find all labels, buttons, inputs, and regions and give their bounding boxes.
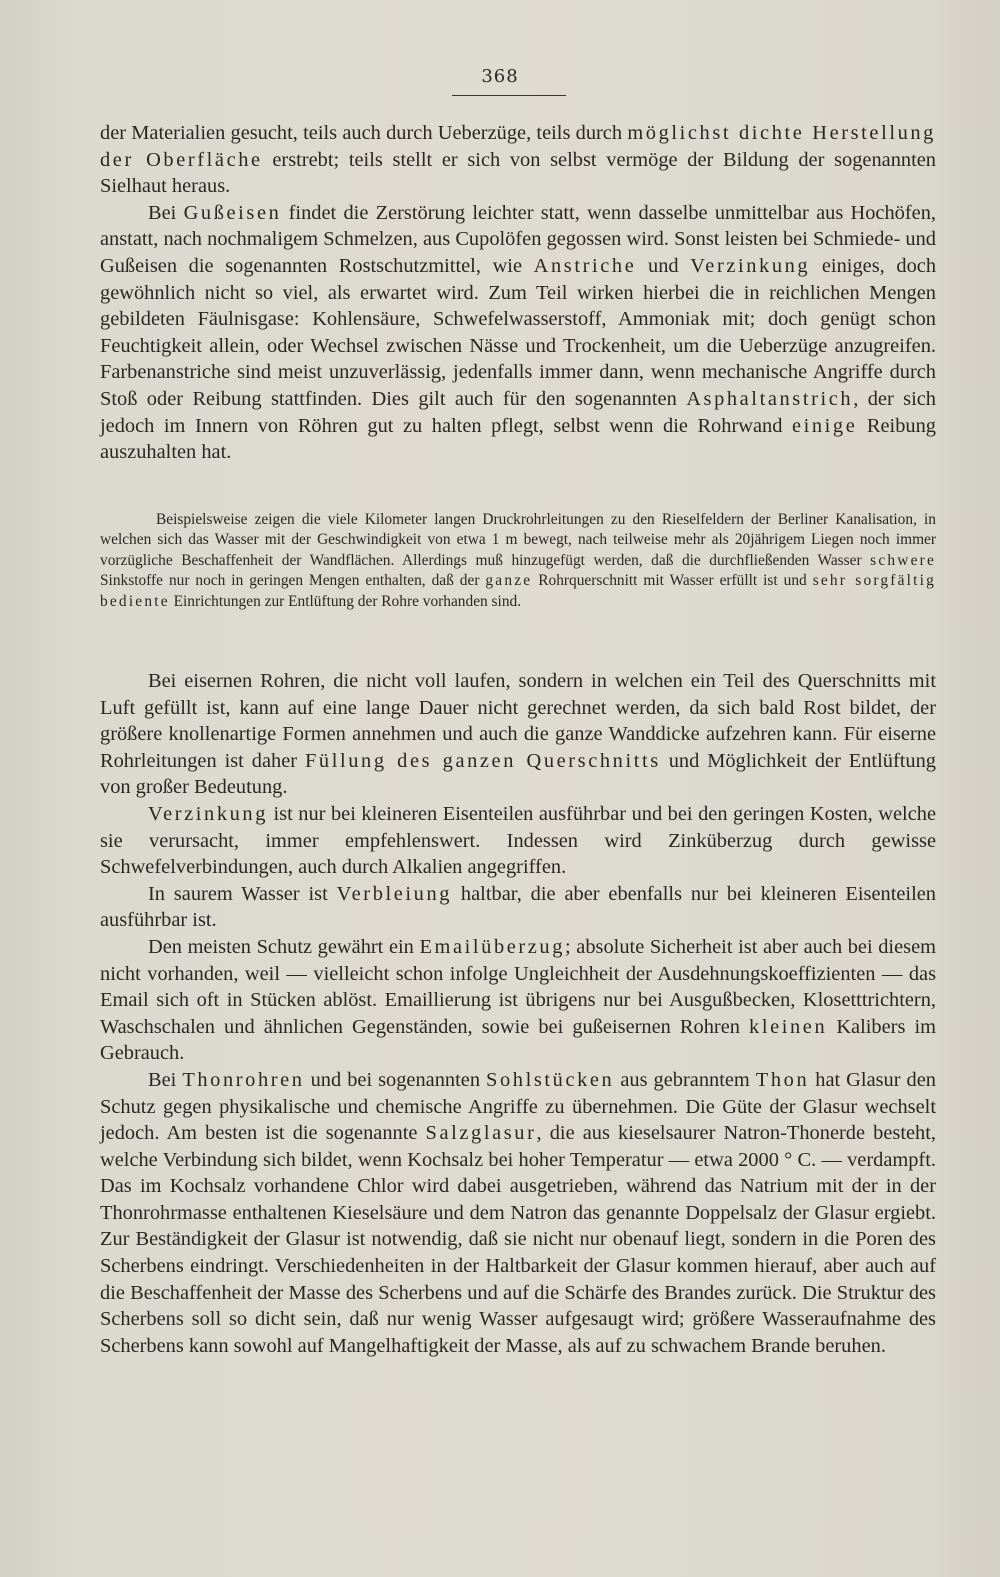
text-run: Rohrquerschnitt mit Wasser erfüllt ist und xyxy=(532,572,813,590)
page-number: 368 xyxy=(481,66,519,87)
text-run: Bei xyxy=(148,201,184,224)
spaced-emphasis: Füllung des ganzen Querschnitts xyxy=(304,749,661,772)
spaced-emphasis: ganze xyxy=(485,572,533,590)
spaced-emphasis: Gußeisen xyxy=(183,201,282,224)
footnote xyxy=(100,510,936,612)
text-run: , der sich jedoch im Innern von Röhren gut zu halten pflegt, selbst wenn die Rohrwand xyxy=(100,387,936,437)
spaced-emphasis: Emailüberzug xyxy=(419,935,566,958)
text-run: der Materialien gesucht, teils auch durch Ueberzüge, teils durch xyxy=(100,122,628,144)
text-run: hat Glasur den Schutz gegen physikalische und chemische Angriffe zu übernehmen. Die Güte der Glasur wechselt jedoch. Am besten ist die sogenannte xyxy=(100,1068,936,1145)
spaced-emphasis: sehr sorgfältig bediente xyxy=(100,572,936,610)
spaced-emphasis: einige xyxy=(791,414,858,437)
spaced-emphasis: möglichst dichte Herstellung der Oberfläche xyxy=(100,122,936,171)
spaced-emphasis: schwere xyxy=(870,551,936,569)
text-run: findet die Zerstörung leichter statt, wenn dasselbe unmittelbar aus Hochöfen, anstatt, nach nochmaligem Schmelzen, aus Cupolöfen gegossen wird. Sonst leisten bei Schmiede- und Gußeisen die sogenannten Rostschutzmittel, wie xyxy=(100,201,936,277)
text-run: , die aus kieselsaurer Natron-Thonerde besteht, welche Verbindung sich bildet, wenn Kochsalz bei hoher Temperatur — etwa 2000 ° C. — verdampft. Das im Kochsalz vorhandene Chlor wird dabei ausgetrieben, während das Natrium mit der in der Thonrohrmasse enthaltenen Kieselsäure und dem Natron das genannte Doppelsalz der Glasur ergiebt. Zur Beständigkeit der Glasur ist notwendig, daß sie nicht nur obenauf liegt, sondern in die Poren des Scherbens eindringt. Verschiedenheiten in der Haltbarkeit der Glasur kommen hierauf, aber auch auf die Beschaffenheit der Masse des Scherbens und auf die Schärfe des Brandes zurück. Die Struktur des Scherbens soll so dicht sein, daß nur wenig Wasser aufgesaugt wird; größere Wasseraufnahme des Scherbens kann sowohl auf Mangelhaftigkeit der Masse, als auf zu schwachem Brande beruhen. xyxy=(100,1122,936,1357)
text-run: ; absolute Sicherheit ist aber auch bei diesem nicht vorhanden, weil — vielleicht schon infolge Ungleichheit der Ausdehnungskoeffizienten — das Email sich oft in Stücken ablöst. Emaillierung ist übrigens nur bei Ausgußbecken, Klosetttrichtern, Waschschalen und ähnlichen Gegenständen, sowie bei gußeisernen Rohren xyxy=(100,935,936,1038)
spaced-emphasis: Verzinkung xyxy=(148,802,268,825)
text-run: Den meisten Schutz gewährt ein xyxy=(148,935,420,958)
paragraph xyxy=(100,801,936,881)
spaced-emphasis: Thon xyxy=(755,1068,810,1091)
spaced-emphasis: Verbleiung xyxy=(336,882,453,905)
text-run: Sinkstoffe nur noch in geringen Mengen enthalten, daß der xyxy=(100,572,486,590)
spaced-emphasis: Thonrohren xyxy=(182,1068,305,1091)
text-run: Kalibers im Gebrauch. xyxy=(100,1015,936,1065)
upper-body-text xyxy=(100,120,936,466)
paragraph xyxy=(100,120,936,200)
paragraph xyxy=(100,668,936,801)
spaced-emphasis: kleinen xyxy=(749,1015,828,1038)
text-run: haltbar, die aber ebenfalls nur bei kleineren Eisenteilen ausführbar ist. xyxy=(100,882,936,932)
text-run: Beispielsweise zeigen die viele Kilometer langen Druckrohrleitungen zu den Rieselfeldern der Berliner Kanalisation, in welchen sich das Wasser mit der Geschwindigkeit von etwa 1 m bewegt, nach teilweise mehr als 20jährigem Liegen noch immer vorzügliche Beschaffenheit der Wandflächen. Allerdings muß hinzugefügt werden, daß die durchfließenden Wasser xyxy=(100,511,936,569)
text-run: und xyxy=(636,254,691,277)
text-run: aus gebranntem xyxy=(614,1068,756,1091)
paragraph xyxy=(100,881,936,934)
text-run: Bei xyxy=(148,1068,183,1091)
page-number-rule xyxy=(452,95,566,96)
text-run: einiges, doch gewöhnlich nicht so viel, als erwartet wird. Zum Teil wirken hierbei die in reichlichen Mengen gebildeten Fäulnisgase: Kohlensäure, Schwefelwasserstoff, Ammoniak mit; doch genügt schon Feuchtigkeit allein, oder Wechsel zwischen Nässe und Trockenheit, um die Ueberzüge anzugreifen. Farbenanstriche sind meist unzuverlässig, jedenfalls immer dann, wenn mechanische Angriffe durch Stoß oder Reibung stattfinden. Dies gilt auch für den sogenannten xyxy=(100,254,937,410)
text-run: Reibung auszuhalten hat. xyxy=(100,414,936,464)
spaced-emphasis: Asphaltanstrich xyxy=(686,387,854,410)
text-run: Bei eisernen Rohren, die nicht voll laufen, sondern in welchen ein Teil des Querschnitts mit Luft gefüllt ist, kann auf eine lange Dauer nicht gerechnet werden, da sich bald Rost bildet, der größere knollenartige Formen annehmen und auch die ganze Wanddicke aufzehren kann. Für eiserne Rohrleitungen ist daher xyxy=(100,670,936,772)
spaced-emphasis: Anstriche xyxy=(533,254,637,277)
text-run: und bei sogenannten xyxy=(304,1068,487,1091)
footnote-paragraph xyxy=(100,510,936,612)
spaced-emphasis: Salzglasur xyxy=(425,1122,537,1145)
spaced-emphasis: Verzinkung xyxy=(690,254,811,277)
text-run: und Möglichkeit der Entlüftung von großer Bedeutung. xyxy=(100,749,937,799)
paragraph xyxy=(100,934,936,1067)
paragraph xyxy=(100,1067,936,1360)
text-run: ist nur bei kleineren Eisenteilen ausführbar und bei den geringen Kosten, welche sie verursacht, immer empfehlenswert. Indessen wird Zinküberzug durch gewisse Schwefelverbindungen, auch durch Alkalien angegriffen. xyxy=(100,802,936,879)
text-run: Einrichtungen zur Entlüftung der Rohre vorhanden sind. xyxy=(169,592,522,610)
paragraph xyxy=(100,200,936,466)
text-run: erstrebt; teils stellt er sich von selbst vermöge der Bildung der sogenannten Sielhaut heraus. xyxy=(100,148,936,198)
text-run: In saurem Wasser ist xyxy=(148,882,337,905)
lower-body-text xyxy=(100,668,936,1359)
spaced-emphasis: Sohlstücken xyxy=(486,1068,615,1091)
